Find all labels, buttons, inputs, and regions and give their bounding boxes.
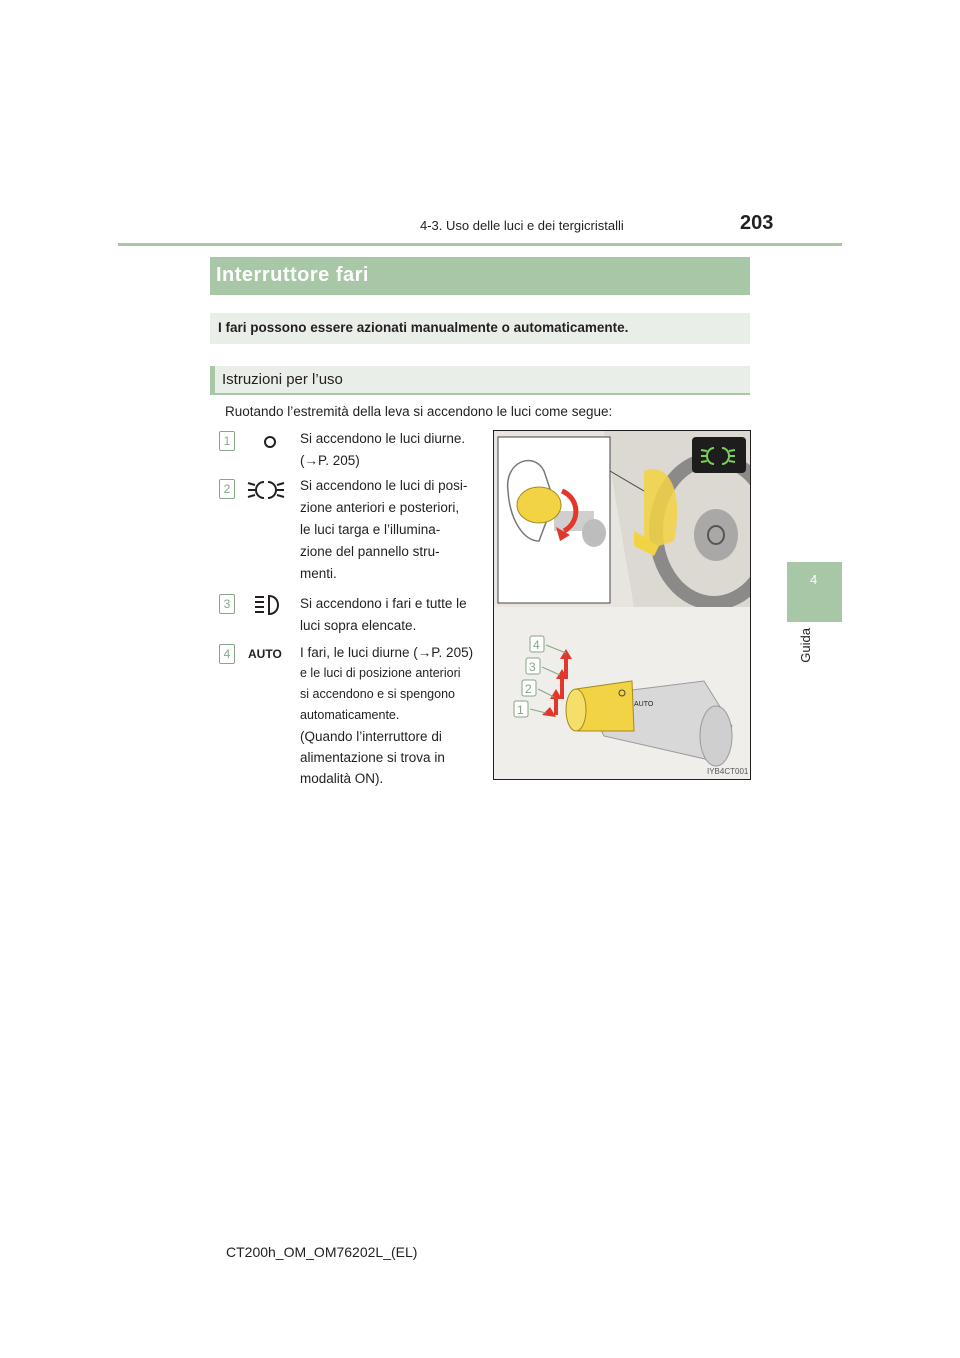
item-2-line-4: zione del pannello stru- <box>300 544 440 559</box>
item-2-line-3: le luci targa e l’illumina- <box>300 522 441 537</box>
item-2-line-5: menti. <box>300 566 337 581</box>
chapter-number: 4 <box>810 572 818 587</box>
item-description-4 <box>300 642 480 789</box>
item-1-line-2: (→P. 205) <box>300 453 360 468</box>
inset-lever-base <box>582 519 606 547</box>
item-4-line-4: automaticamente. <box>300 708 400 722</box>
daytime-running-light-icon <box>262 433 278 456</box>
lever-auto-text: AUTO <box>634 701 654 708</box>
illustration-svg <box>494 431 751 780</box>
subtitle: Istruzioni per l’uso <box>222 371 343 388</box>
item-4-line-1: I fari, le luci diurne (→P. 205) <box>300 645 474 660</box>
headlight-switch-illustration <box>493 430 751 780</box>
instrument-display <box>692 437 746 473</box>
item-4-line-7: modalità ON). <box>300 771 384 786</box>
item-3-line-1: Si accendono i fari e tutte le <box>300 596 467 611</box>
item-number-1: 1 <box>219 431 235 451</box>
headlight-icon <box>253 594 283 621</box>
item-4-line-5: (Quando l’interruttore di <box>300 729 442 744</box>
item-4-line-3: si accendono e si spengono <box>300 687 455 701</box>
section-header: 4-3. Uso delle luci e dei tergicristalli <box>420 218 624 233</box>
item-number-2: 2 <box>219 479 235 499</box>
item-2-line-2: zione anteriori e posteriori, <box>300 500 460 515</box>
inset-lever-knob <box>517 487 561 523</box>
position-light-icon <box>246 479 286 506</box>
lead-paragraph: Ruotando l’estremità della leva si accendono le luci come segue: <box>225 404 613 419</box>
chapter-tab <box>787 562 842 622</box>
page-number: 203 <box>740 212 774 234</box>
item-description-3 <box>300 593 480 637</box>
document-footer: CT200h_OM_OM76202L_(EL) <box>226 1244 418 1260</box>
item-2-line-1: Si accendono le luci di posi- <box>300 478 468 493</box>
figure-code: IYB4CT001 <box>707 767 749 776</box>
intro-text: I fari possono essere azionati manualmente o automaticamente. <box>218 320 629 335</box>
chapter-label: Guida <box>798 628 813 663</box>
item-description-2 <box>300 475 480 585</box>
steering-hub <box>694 509 738 561</box>
item-3-line-2: luci sopra elencate. <box>300 618 417 633</box>
auto-label: AUTO <box>248 647 282 661</box>
lever-end <box>700 706 732 766</box>
callout-4: 4 <box>533 638 540 652</box>
lever-knob-face <box>566 689 586 731</box>
callout-3: 3 <box>529 660 536 674</box>
callout-1: 1 <box>517 703 524 717</box>
header-divider <box>118 243 842 246</box>
item-number-3: 3 <box>219 594 235 614</box>
item-4-line-6: alimentazione si trova in <box>300 750 445 765</box>
page-title: Interruttore fari <box>216 264 369 286</box>
item-number-4: 4 <box>219 644 235 664</box>
subtitle-divider <box>210 393 750 395</box>
item-description-1 <box>300 428 478 472</box>
item-1-line-1: Si accendono le luci diurne. <box>300 431 466 446</box>
callout-2: 2 <box>525 682 532 696</box>
item-4-line-2: e le luci di posizione anteriori <box>300 666 461 680</box>
